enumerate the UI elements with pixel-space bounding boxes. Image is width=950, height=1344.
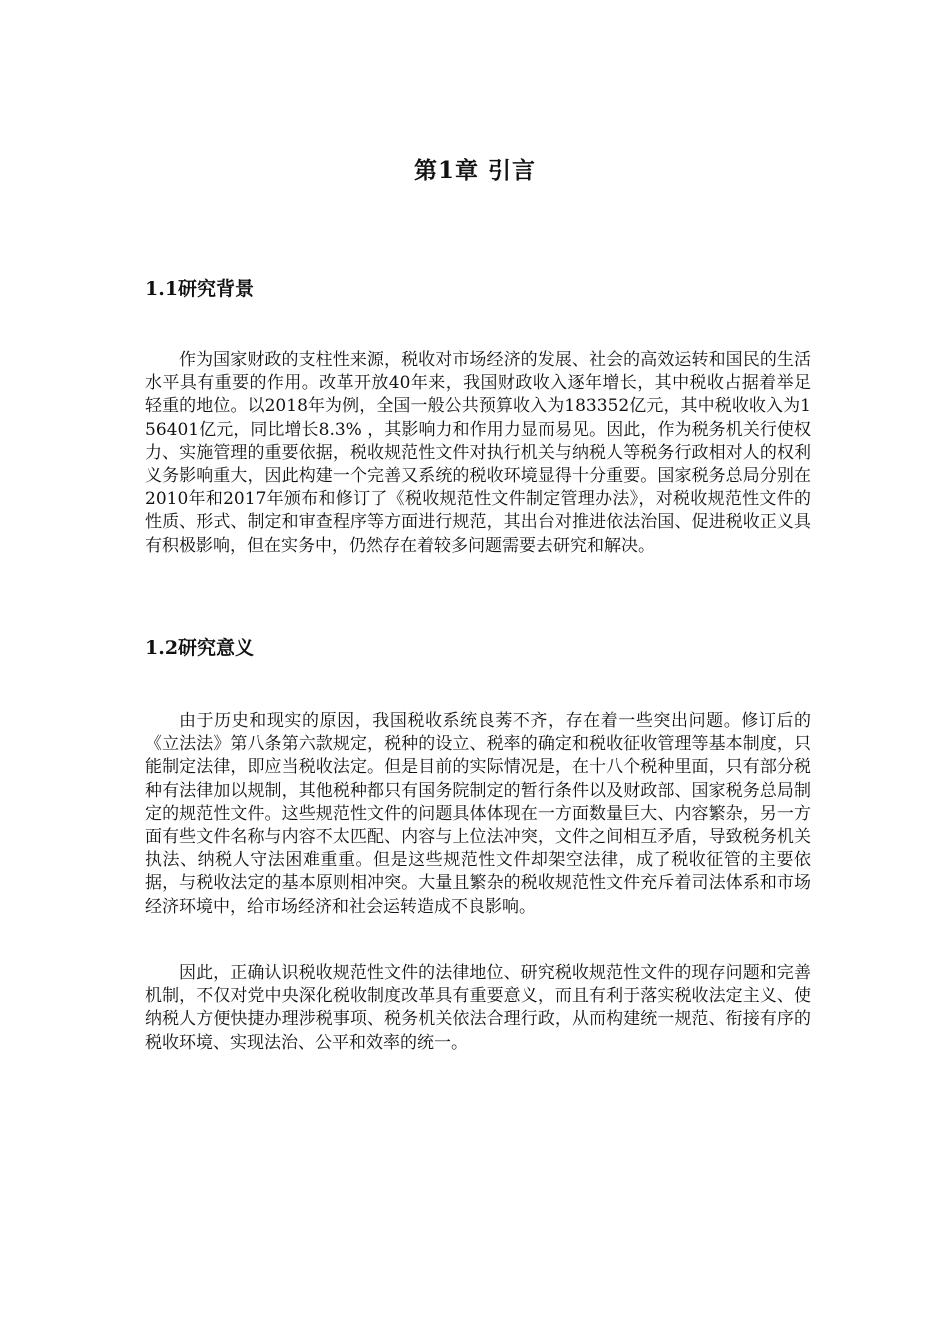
section-heading-research-significance: 1.2研究意义	[145, 637, 255, 659]
chapter-title: 第1章 引言	[413, 157, 536, 184]
paragraph-research-significance-2: 因此，正确认识税收规范性文件的法律地位、研究税收规范性文件的现存问题和完善机制，不仅对党中央深化税收制度改革具有重要意义，而且有利于落实税收法定主义、使纳税人方便快捷办理涉税事项、税务机关依法合理行政，从而构建统一规范、衔接有序的税收环境、实现法治、公平和效率的统一。	[145, 963, 811, 1053]
paragraph-research-background: 作为国家财政的支柱性来源，税收对市场经济的发展、社会的高效运转和国民的生活水平具有重要的作用。改革开放40年来，我国财政收入逐年增长，其中税收占据着举足轻重的地位。以2018年为例，全国一般公共预算收入为183352亿元，其中税收收入为156401亿元，同比增长8.3% ，其影响力和作用力显而易见。因此，作为税务机关行使权力、实施管理的重要依据，税收规范性文件对执行机关与纳税人等税务行政相对人的权利义务影响重大，因此构建一个完善又系统的税收环境显得十分重要。国家税务总局分别在2010年和2017年颁布和修订了《税收规范性文件制定管理办法》，对税收规范性文件的性质、形式、制定和审查程序等方面进行规范，其出台对推进依法治国、促进税收正义具有积极影响，但在实务中，仍然存在着较多问题需要去研究和解决。	[145, 350, 811, 556]
paragraph-research-significance-1: 由于历史和现实的原因，我国税收系统良莠不齐，存在着一些突出问题。修订后的《立法法》第八条第六款规定，税种的设立、税率的确定和税收征收管理等基本制度，只能制定法律，即应当税收法定。但是目前的实际情况是，在十八个税种里面，只有部分税种有法律加以规制，其他税种都只有国务院制定的暂行条件以及财政部、国家税务总局制定的规范性文件。这些规范性文件的问题具体体现在一方面数量巨大、内容繁杂，另一方面有些文件名称与内容不太匹配、内容与上位法冲突，文件之间相互矛盾，导致税务机关执法、纳税人守法困难重重。但是这些规范性文件却架空法律，成了税收征管的主要依据，与税收法定的基本原则相冲突。大量且繁杂的税收规范性文件充斥着司法体系和市场经济环境中，给市场经济和社会运转造成不良影响。	[145, 711, 811, 917]
section-heading-research-background: 1.1研究背景	[145, 278, 255, 300]
